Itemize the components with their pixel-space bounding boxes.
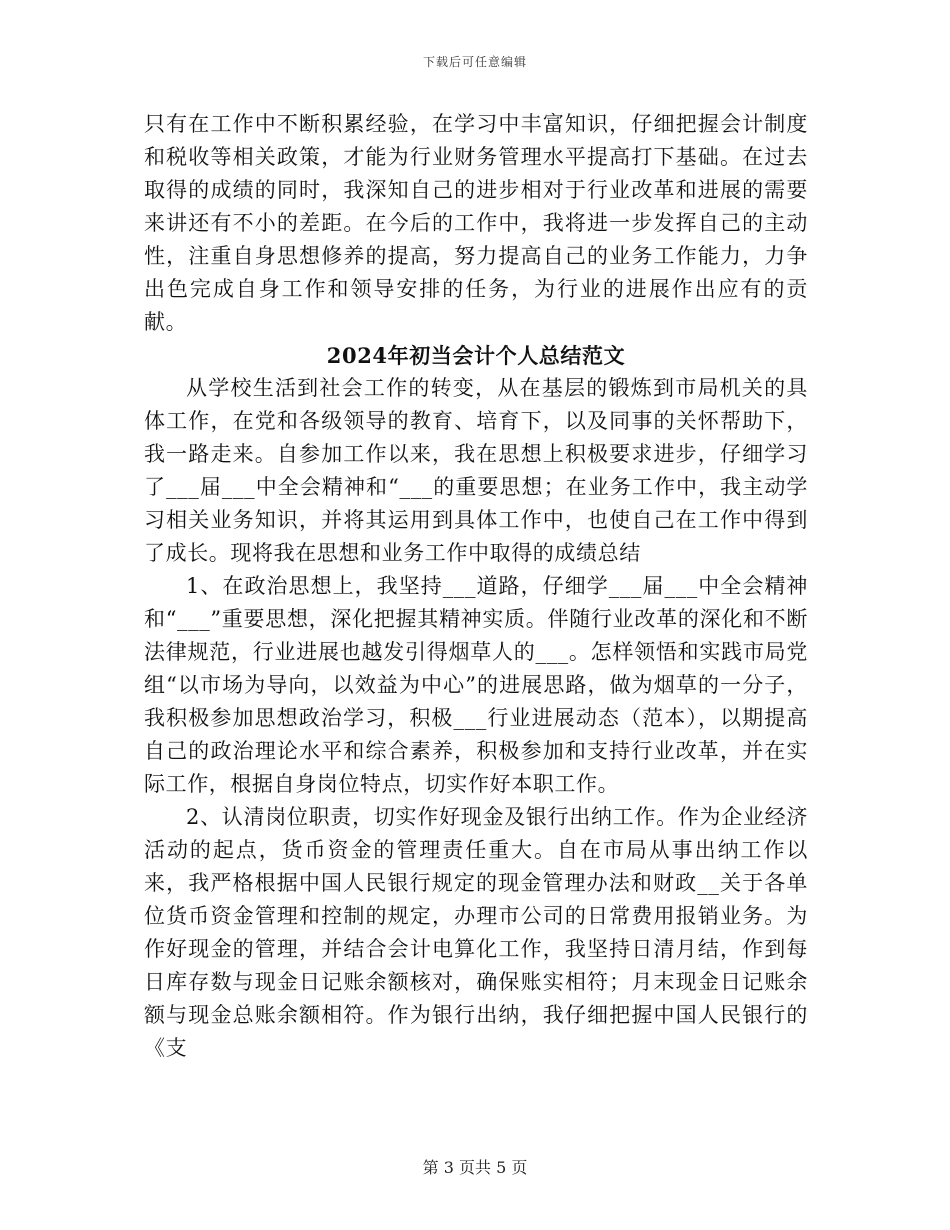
paragraph-item-1: 1、在政治思想上，我坚持___道路，仔细学___届___中全会精神和“___”重要思想，深化把握其精神实质。伴随行业改革的深化和不断法律规范，行业进展也越发引得烟草人的___。怎样领悟和实践市局党组“以市场为导向，以效益为中心”的进展思路，做为烟草的一分子，我积极参加思想政治学习，积极___行业进展动态（范本），以期提高自己的政治理论水平和综合素养，积极参加和支持行业改革，并在实际工作，根据自身岗位特点，切实作好本职工作。 (144, 574, 808, 796)
page-number-footer: 第 3 页共 5 页 (422, 1158, 528, 1177)
document-body (144, 108, 808, 1065)
paragraph-intro: 从学校生活到社会工作的转变，从在基层的锻炼到市局机关的具体工作，在党和各级领导的教育、培育下，以及同事的关怀帮助下，我一路走来。自参加工作以来，我在思想上积极要求进步，仔细学习了___届___中全会精神和“___的重要思想；在业务工作中，我主动学习相关业务知识，并将其运用到具体工作中，也使自己在工作中得到了成长。现将我在思想和业务工作中取得的成绩总结 (144, 376, 808, 565)
paragraph-item-2: 2、认清岗位职责，切实作好现金及银行出纳工作。作为企业经济活动的起点，货币资金的管理责任重大。自在市局从事出纳工作以来，我严格根据中国人民银行规定的现金管理办法和财政__关于各单位货币资金管理和控制的规定，办理市公司的日常费用报销业务。为作好现金的管理，并结合会计电算化工作，我坚持日清月结，作到每日库存数与现金日记账余额核对，确保账实相符；月末现金日记账余额与现金总账余额相符。作为银行出纳，我仔细把握中国人民银行的《支 (144, 805, 808, 1060)
page-header-note: 下载后可任意编辑 (422, 55, 527, 69)
paragraph-continuation: 只有在工作中不断积累经验，在学习中丰富知识，仔细把握会计制度和税收等相关政策，才能为行业财务管理水平提高打下基础。在过去取得的成绩的同时，我深知自己的进步相对于行业改革和进展的需要来讲还有不小的差距。在今后的工作中，我将进一步发挥自己的主动性，注重自身思想修养的提高，努力提高自己的业务工作能力，力争出色完成自身工作和领导安排的任务，为行业的进展作出应有的贡献。 (144, 112, 808, 334)
section-title: 2024年初当会计个人总结范文 (326, 343, 626, 368)
